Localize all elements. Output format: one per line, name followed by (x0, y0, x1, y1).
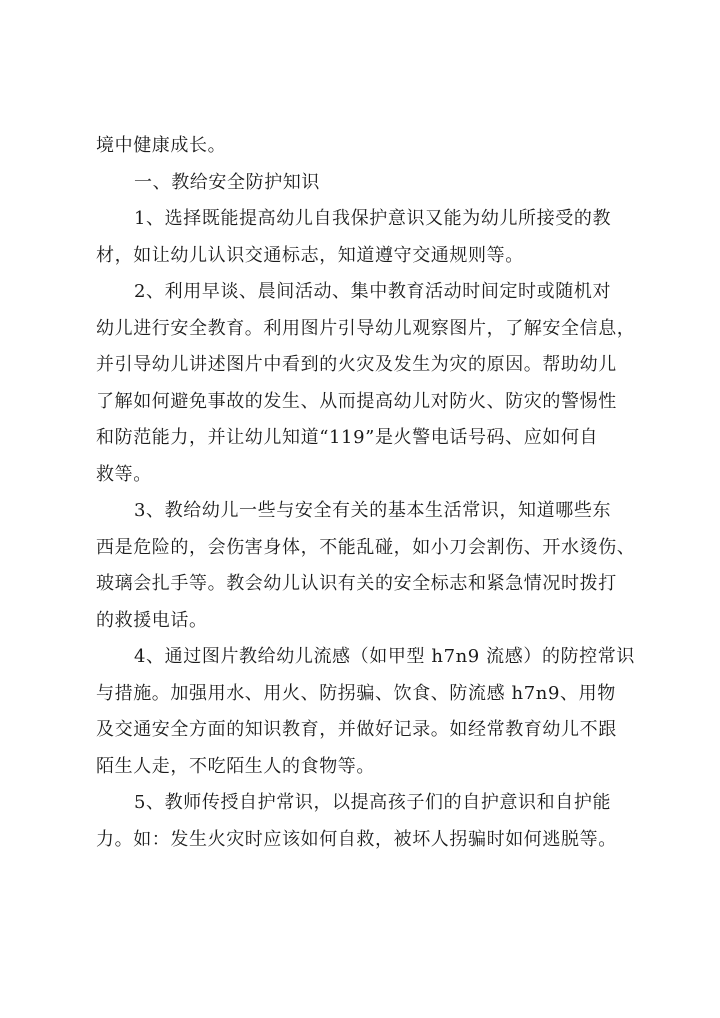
text-line: 3、教给幼儿一些与安全有关的基本生活常识，知道哪些东 (134, 500, 612, 521)
text-line: 幼儿进行安全教育。利用图片引导幼儿观察图片，了解安全信息， (96, 317, 636, 339)
text-line: 陌生人走，不吃陌生人的食物等。 (96, 755, 375, 777)
text-line: 2、利用早谈、晨间活动、集中教育活动时间定时或随机对 (134, 281, 612, 302)
text-line: 4、通过图片教给幼儿流感（如甲型 h7n9 流感）的防控常识 (134, 646, 635, 667)
text-line: 5、教师传授自护常识，以提高孩子们的自护意识和自护能 (134, 792, 612, 813)
text-line: 及交通安全方面的知识教育，并做好记录。如经常教育幼儿不跟 (96, 719, 617, 740)
text-line: 的救援电话。 (96, 609, 208, 631)
text-line: 材，如让幼儿认识交通标志，知道遵守交通规则等。 (96, 244, 524, 266)
text-line: 力。如：发生火灾时应该如何自救，被坏人拐骗时如何逃脱等。 (96, 828, 617, 850)
text-line: 玻璃会扎手等。教会幼儿认识有关的安全标志和紧急情况时拨打 (96, 573, 617, 594)
text-line: 了解如何避免事故的发生、从而提高幼儿对防火、防灾的警惕性 (96, 390, 617, 412)
text-line: 西是危险的，会伤害身体，不能乱碰，如小刀会割伤、开水烫伤、 (96, 536, 636, 558)
text-line: 与措施。加强用水、用火、防拐骗、饮食、防流感 h7n9、用物 (96, 682, 616, 704)
section-heading: 一、教给安全防护知识 (134, 171, 320, 193)
text-line: 境中健康成长。 (96, 135, 227, 156)
text-line: 1、选择既能提高幼儿自我保护意识又能为幼儿所接受的教 (134, 208, 612, 229)
text-line: 并引导幼儿讲述图片中看到的火灾及发生为灾的原因。帮助幼儿 (96, 354, 617, 375)
document-body (96, 128, 636, 858)
text-line: 救等。 (96, 463, 152, 485)
text-line: 和防范能力，并让幼儿知道“119”是火警电话号码、应如何自 (96, 427, 599, 448)
